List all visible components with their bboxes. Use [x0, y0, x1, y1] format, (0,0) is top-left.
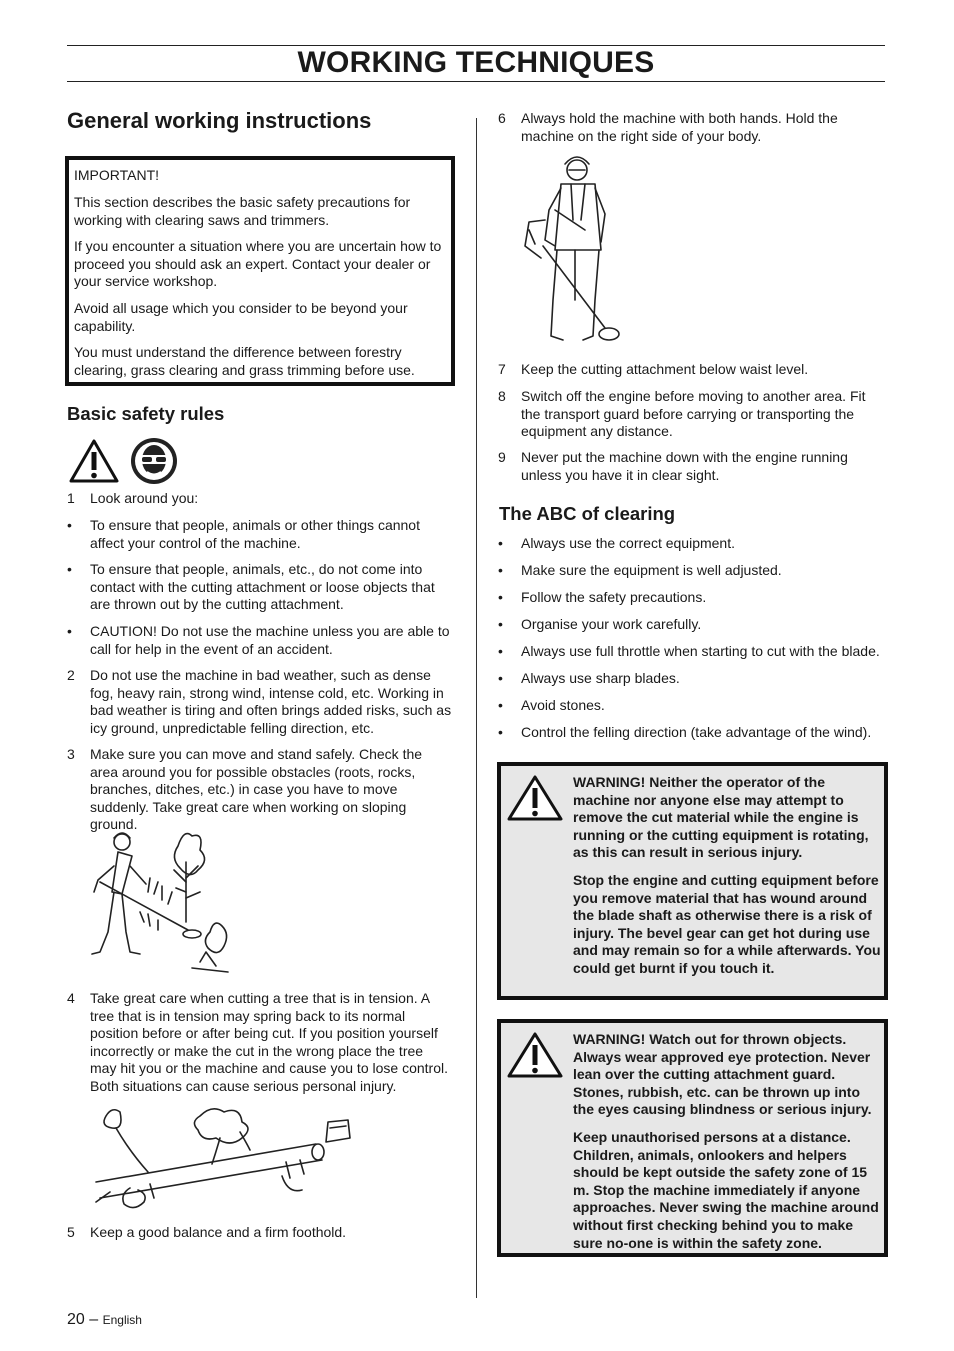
list-text: Follow the safety precautions. [521, 589, 707, 605]
list-marker: • [498, 535, 503, 551]
list-marker: 6 [498, 110, 506, 126]
list-text: Look around you: [90, 490, 199, 506]
list-marker: • [498, 643, 503, 659]
list-text: CAUTION! Do not use the machine unless you are able to call for help in the event of an accident. [90, 623, 450, 657]
list-text: Always use full throttle when starting to cut with the blade. [521, 643, 880, 659]
list-text: Keep the cutting attachment below waist level. [521, 361, 809, 377]
list-marker: • [498, 562, 503, 578]
list-text: Never put the machine down with the engine running unless you have it in clear sight. [521, 449, 848, 483]
list-marker: 8 [498, 388, 506, 404]
list-text: Organise your work carefully. [521, 616, 702, 632]
list-marker: • [498, 670, 503, 686]
page-title: WORKING TECHNIQUES [297, 46, 655, 79]
list-text: Control the felling direction (take advantage of the wind). [521, 724, 872, 740]
list-text: Make sure you can move and stand safely. Check the area around you for possible obstacles (roots, rocks, branches, ditches, etc.) in case you have to move suddenly. Take great care when working on sloping ground. [90, 746, 423, 833]
column-divider [476, 118, 477, 1298]
tree-in-tension-illustration [90, 1102, 355, 1214]
warning-text: WARNING! Neither the operator of the machine nor anyone else may attempt to remove the cut material while the engine is running or the cutting equipment is rotating, as this can result in serious injury. [573, 774, 869, 861]
eye-protection-icon [129, 436, 179, 486]
important-paragraph: You must understand the difference between forestry clearing, grass clearing and grass trimming before use. [74, 344, 415, 378]
list-marker: • [498, 697, 503, 713]
list-text: Always use the correct equipment. [521, 535, 735, 551]
list-marker: • [67, 517, 72, 533]
warning-box [497, 762, 888, 1000]
list-marker: 1 [67, 490, 75, 506]
list-marker: 4 [67, 990, 75, 1006]
warning-text: Stop the engine and cutting equipment before you remove material that has wound around the blade shaft as otherwise there is a risk of injury. The bevel gear can get hot during use and may remain so for a while afterwards. You could get burnt if you touch it. [573, 872, 881, 976]
trimming-illustration [88, 822, 234, 980]
list-text: Always hold the machine with both hands. Hold the machine on the right side of your body. [521, 110, 838, 144]
list-marker: 3 [67, 746, 75, 762]
important-paragraph: Avoid all usage which you consider to be beyond your capability. [74, 300, 408, 334]
list-marker: • [498, 724, 503, 740]
important-label: IMPORTANT! [74, 167, 160, 183]
warning-text: WARNING! Watch out for thrown objects. Always wear approved eye protection. Never lean over the cutting attachment guard. Stones, rubbish, etc. can be thrown up into the eyes causing blindness or serious injury. [573, 1031, 872, 1118]
header-bottom-rule [67, 81, 885, 82]
subsection-heading: The ABC of clearing [499, 503, 676, 524]
list-text: Make sure the equipment is well adjusted. [521, 562, 782, 578]
section-heading: General working instructions [67, 108, 372, 133]
list-marker: • [498, 589, 503, 605]
list-text: Do not use the machine in bad weather, such as dense fog, heavy rain, strong wind, intense cold, etc. Working in bad weather is tiring and often brings added risks, such as icy ground, unpredictable felling direction, etc. [90, 667, 452, 736]
list-text: To ensure that people, animals, etc., do not come into contact with the cutting attachment or loose objects that are thrown out by the cutting attachment. [90, 561, 435, 613]
list-marker: • [67, 623, 72, 639]
list-text: Avoid stones. [521, 697, 605, 713]
list-marker: 9 [498, 449, 506, 465]
important-paragraph: If you encounter a situation where you are uncertain how to proceed you should ask an expert. Contact your dealer or your service workshop. [74, 238, 442, 290]
list-marker: 2 [67, 667, 75, 683]
list-text: Take great care when cutting a tree that is in tension. A tree that is in tension may spring back to its normal position before or after being cut. If you position yourself incorrectly or make the cut in the wrong place the tree may hit you or the machine and cause you to lose control. Both situations can cause serious personal injury. [90, 990, 448, 1094]
list-text: Switch off the engine before moving to another area. Fit the transport guard before carrying or transporting the equipment any distance. [521, 388, 866, 440]
warning-triangle-icon [68, 438, 120, 484]
list-text: Keep a good balance and a firm foothold. [90, 1224, 347, 1240]
important-paragraph: This section describes the basic safety precautions for working with clearing saws and trimmers. [74, 194, 411, 228]
page-footer [67, 1311, 142, 1329]
language-label: English [102, 1313, 142, 1327]
list-text: Always use sharp blades. [521, 670, 680, 686]
list-marker: 5 [67, 1224, 75, 1240]
list-text: To ensure that people, animals or other things cannot affect your control of the machine. [90, 517, 420, 551]
warning-triangle-icon [506, 1030, 564, 1080]
list-marker: 7 [498, 361, 506, 377]
subsection-heading: Basic safety rules [67, 403, 225, 424]
page-number: 20 – [67, 1311, 99, 1328]
warning-box [497, 1019, 888, 1257]
operator-holding-machine-illustration [515, 150, 625, 350]
warning-triangle-icon [506, 773, 564, 823]
list-marker: • [498, 616, 503, 632]
list-marker: • [67, 561, 72, 577]
important-box [65, 156, 455, 386]
warning-text: Keep unauthorised persons at a distance. Children, animals, onlookers and helpers should be kept outside the safety zone of 15 m. Stop the machine immediately if anyone approaches. Never swing the machine around without first checking behind you to make sure no-one is within the safety zone. [573, 1129, 879, 1251]
